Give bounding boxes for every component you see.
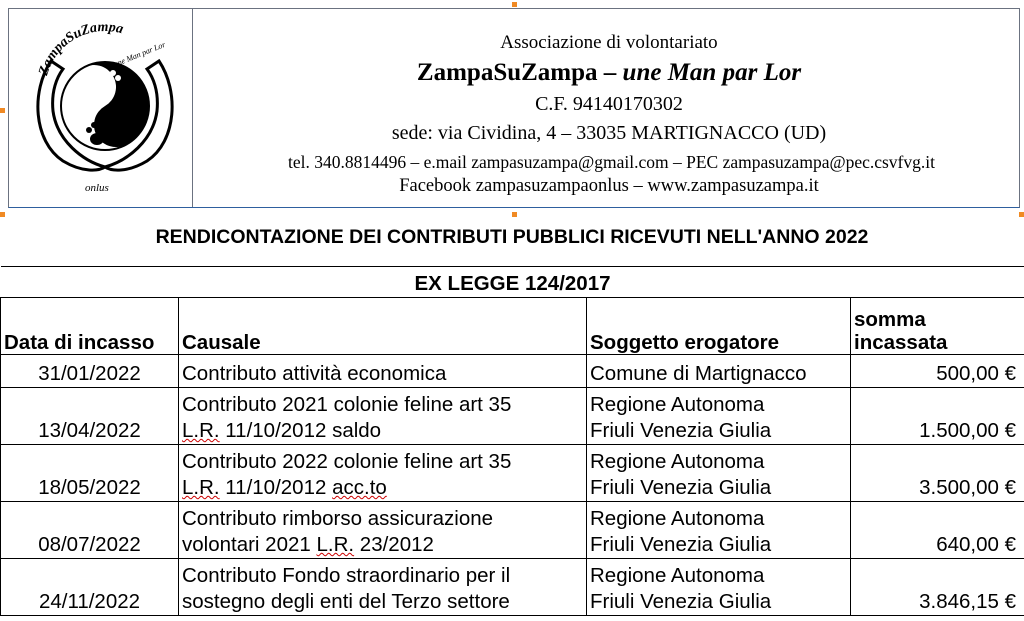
row-reason-line2-end: 23/2012: [354, 533, 434, 556]
document-title: RENDICONTAZIONE DEI CONTRIBUTI PUBBLICI RICEVUTI NELL'ANNO 2022: [155, 226, 869, 248]
row-reason-line2: sostegno degli enti del Terzo settore: [182, 590, 510, 613]
table-row: [1, 388, 1024, 445]
header-amount: [851, 298, 1024, 355]
registered-office: sede: via Cividina, 4 – 33035 MARTIGNACCO (UD): [391, 122, 827, 144]
row-reason: [179, 445, 587, 502]
tax-code: C.F. 94140170302: [535, 93, 683, 115]
row-reason-line1: Contributo 2021 colonie feline art 35: [182, 393, 512, 416]
row-reason: [179, 559, 587, 616]
row-reason-line1: Contributo Fondo straordinario per il: [182, 564, 511, 587]
paw-yin-yang-logo: [23, 21, 185, 199]
table-subtitle-row: [1, 267, 1024, 298]
row-provider: Comune di Martignacco: [587, 355, 851, 388]
svg-text:une Man par Lor: une Man par Lor: [112, 39, 167, 69]
row-provider-line2: Friuli Venezia Giulia: [590, 533, 772, 556]
row-provider-line2: Friuli Venezia Giulia: [590, 419, 772, 442]
row-reason-line2: 11/10/2012: [219, 476, 333, 499]
header-provider: Soggetto erogatore: [587, 298, 851, 355]
row-date: 18/05/2022: [1, 445, 179, 502]
header-date: Data di incasso: [1, 298, 179, 355]
association-name-dash: –: [597, 59, 623, 86]
row-date: 13/04/2022: [1, 388, 179, 445]
logo-box: [9, 9, 193, 207]
row-reason-line1: Contributo rimborso assicurazione: [182, 507, 494, 530]
row-provider-line1: Regione Autonoma: [590, 507, 765, 530]
association-name-italic: une Man par Lor: [622, 59, 802, 86]
spellcheck-word: L.R.: [182, 476, 220, 499]
table-header-row: [1, 298, 1024, 355]
row-reason-line1: Contributo 2022 colonie feline art 35: [182, 450, 512, 473]
row-amount: 1.500,00 €: [851, 388, 1024, 445]
row-provider-line1: Regione Autonoma: [590, 450, 765, 473]
header-amount-line2: incassata: [854, 331, 948, 354]
row-reason: Contributo attività economica: [179, 355, 587, 388]
spellcheck-word: acc.to: [332, 476, 387, 499]
header-amount-line1: somma: [854, 308, 926, 331]
svg-text:ZampaSuZampa: ZampaSuZampa: [36, 21, 125, 78]
row-provider-line2: Friuli Venezia Giulia: [590, 476, 772, 499]
table-row: [1, 445, 1024, 502]
contact-details: tel. 340.8814496 – e.mail zampasuzampa@gmail.com – PEC zampasuzampa@pec.csvfvg.it: [288, 152, 935, 172]
row-provider-line1: Regione Autonoma: [590, 393, 765, 416]
row-date: 31/01/2022: [1, 355, 179, 388]
row-reason: [179, 502, 587, 559]
row-provider-line2: Friuli Venezia Giulia: [590, 590, 772, 613]
row-reason-line2: volontari 2021: [182, 533, 317, 556]
row-amount: 640,00 €: [851, 502, 1024, 559]
row-reason-line2: 11/10/2012 saldo: [219, 419, 382, 442]
row-provider: [587, 559, 851, 616]
row-amount: 3.500,00 €: [851, 445, 1024, 502]
row-amount: 3.846,15 €: [851, 559, 1024, 616]
table-row: [1, 355, 1024, 388]
table-row: [1, 559, 1024, 616]
spellcheck-word: L.R.: [316, 533, 355, 556]
row-provider-line1: Regione Autonoma: [590, 564, 765, 587]
spellcheck-word: L.R.: [182, 419, 220, 442]
resize-handle-bottom-left[interactable]: [0, 212, 5, 217]
header-reason: Causale: [179, 298, 587, 355]
resize-handle-bottom-right[interactable]: [1019, 212, 1024, 217]
association-name-main: ZampaSuZampa: [416, 59, 598, 86]
table-row: [1, 502, 1024, 559]
table-subtitle: EX LEGGE 124/2017: [1, 267, 1024, 298]
row-date: 08/07/2022: [1, 502, 179, 559]
row-reason: [179, 388, 587, 445]
row-provider: [587, 388, 851, 445]
letterhead: [8, 8, 1020, 208]
resize-handle-top[interactable]: [512, 2, 517, 7]
row-provider: [587, 445, 851, 502]
row-provider: [587, 502, 851, 559]
contributions-table: [0, 266, 1024, 616]
svg-text:onlus: onlus: [85, 182, 109, 194]
resize-handle-top-left[interactable]: [0, 108, 5, 113]
row-date: 24/11/2022: [1, 559, 179, 616]
association-name: [199, 59, 1019, 87]
resize-handle-bottom[interactable]: [512, 212, 517, 217]
social-links: Facebook zampasuzampaonlus – www.zampasuzampa.it: [399, 176, 819, 196]
row-amount: 500,00 €: [851, 355, 1024, 388]
association-type: Associazione di volontariato: [500, 32, 718, 53]
